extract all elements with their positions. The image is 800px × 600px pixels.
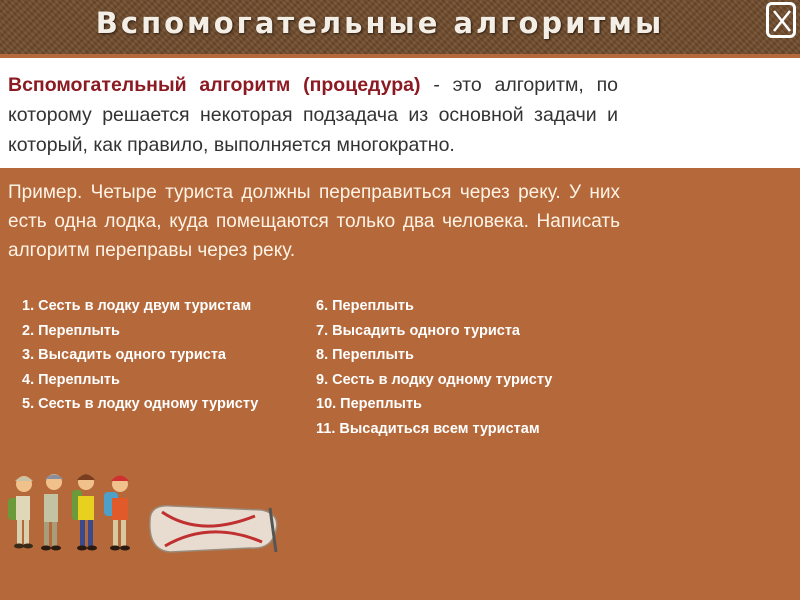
- step-item: 8. Переплыть: [316, 347, 414, 363]
- step-item: 7. Высадить одного туриста: [316, 322, 520, 339]
- illustration: [0, 468, 300, 560]
- step-item: 6. Переплыть: [316, 298, 414, 314]
- steps-left-column: [22, 294, 258, 417]
- close-icon: [772, 9, 792, 33]
- step-item: 10. Переплыть: [316, 396, 422, 412]
- close-button[interactable]: [766, 2, 796, 38]
- definition-body: - это алгоритм, по которому решается некоторая подзадача из основной задачи и который, как правило, выполняется многократно.: [8, 74, 618, 156]
- definition-box: [0, 58, 800, 168]
- boat-illustration: [150, 506, 277, 552]
- slide-header: [0, 0, 800, 54]
- step-item: 2. Переплыть: [22, 322, 120, 339]
- step-item: 3. Высадить одного туриста: [22, 347, 226, 363]
- step-item: 1. Сесть в лодку двум туристам: [22, 298, 252, 314]
- step-item: 4. Переплыть: [22, 371, 120, 388]
- step-item: 9. Сесть в лодку одному туристу: [316, 371, 553, 388]
- definition-term: Вспомогательный алгоритм (процедура): [8, 74, 421, 96]
- definition-text: [8, 70, 618, 160]
- step-item: 5. Сесть в лодку одному туристу: [22, 396, 259, 412]
- example-text: Пример. Четыре туриста должны переправиться через реку. У них есть одна лодка, куда помещаются только два человека. Написать алгоритм переправы через реку.: [8, 182, 620, 261]
- step-item: 11. Высадиться всем туристам: [316, 420, 540, 437]
- tourists-illustration: [8, 474, 130, 551]
- steps-right-column: [316, 294, 552, 441]
- slide-title: Вспомогательные алгоритмы: [95, 6, 665, 40]
